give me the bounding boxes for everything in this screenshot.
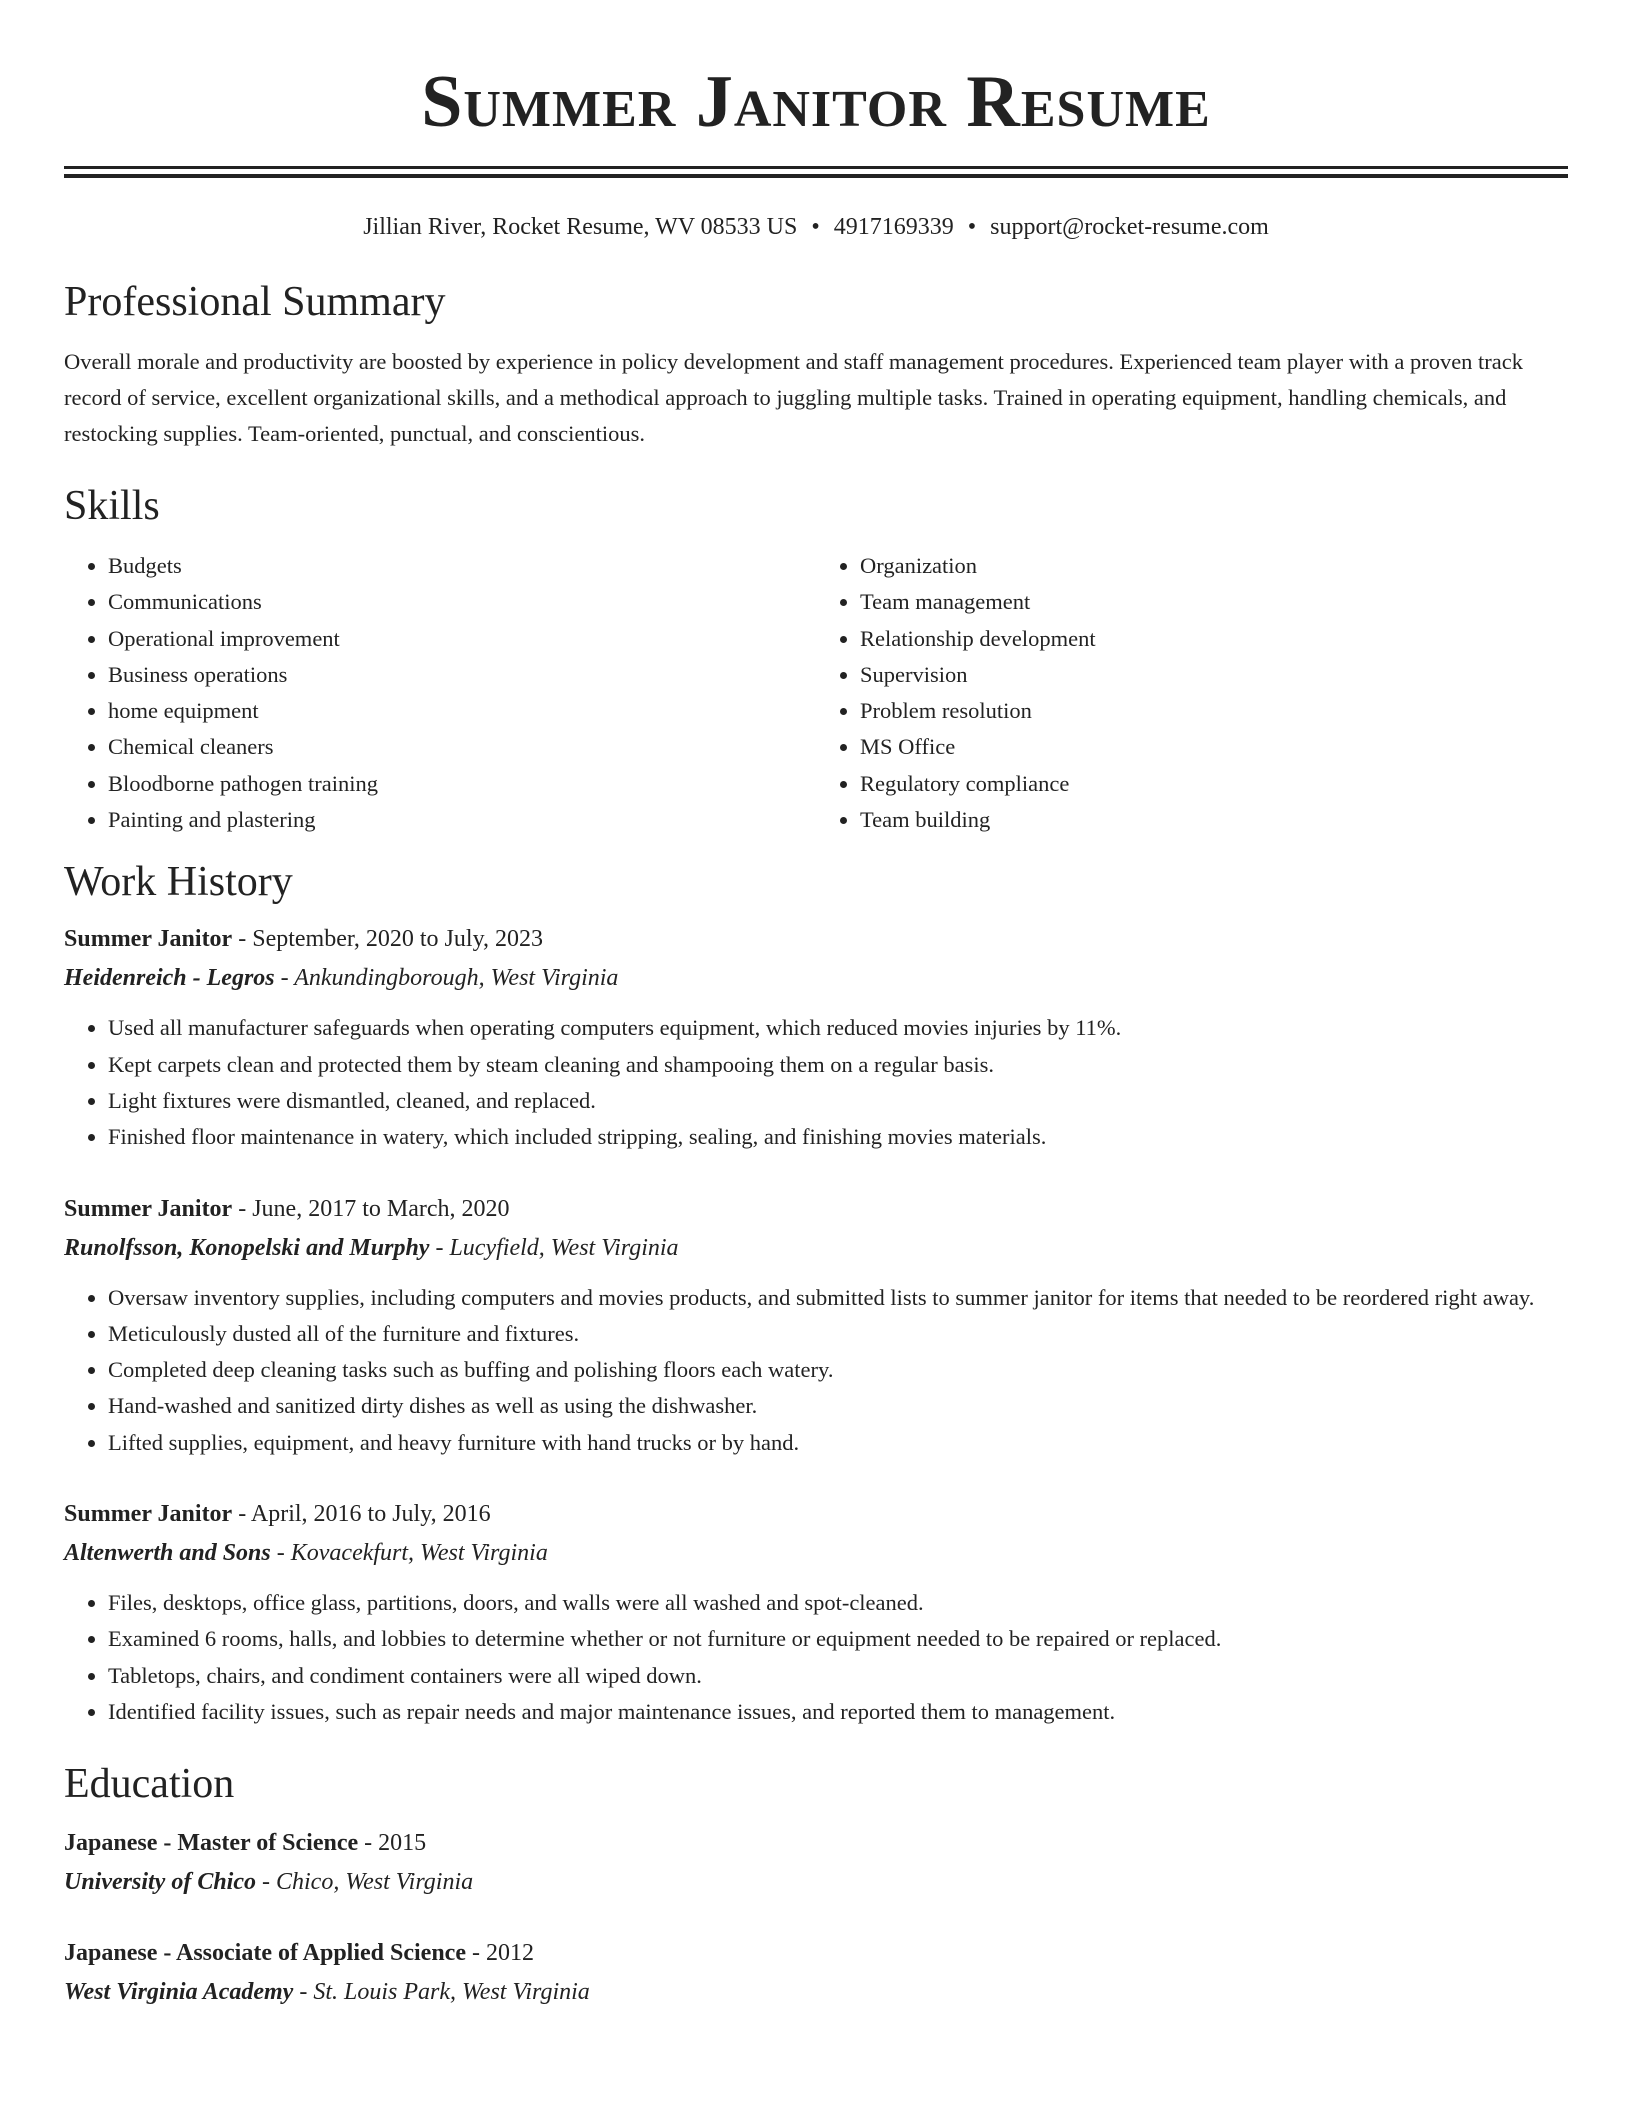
degree-line: Japanese - Associate of Applied Science - 2012	[64, 1940, 534, 1967]
job-bullet: • Examined 6 rooms, halls, and lobbies to determine whether or not furniture or equipment needed to be repaired or replaced.	[108, 1621, 1568, 1657]
skill-item: • Budgets	[108, 548, 816, 584]
title-rule-top	[64, 166, 1568, 169]
skills-heading: Skills	[64, 483, 160, 529]
job-bullet: • Used all manufacturer safeguards when operating computers equipment, which reduced movies injuries by 11%.	[108, 1010, 1568, 1046]
contact-address: Jillian River, Rocket Resume, WV 08533 US	[363, 214, 798, 240]
skill-item: • Operational improvement	[108, 621, 816, 657]
school: West Virginia Academy	[64, 1979, 294, 2006]
job-bullet: • Tabletops, chairs, and condiment containers were all wiped down.	[108, 1658, 1568, 1694]
job-bullet: • Completed deep cleaning tasks such as buffing and polishing floors each watery.	[108, 1352, 1568, 1388]
job-bullets	[64, 1010, 1568, 1155]
job-dates: September, 2020 to July, 2023	[252, 926, 544, 953]
degree-line: Japanese - Master of Science - 2015	[64, 1830, 427, 1857]
job-title-line: Summer Janitor - September, 2020 to July, 2023	[64, 926, 544, 953]
job-company-line: Heidenreich - Legros - Ankundingborough, West Virginia	[64, 965, 619, 992]
skill-item: • Regulatory compliance	[860, 766, 1568, 802]
job-entry	[64, 1495, 1568, 1730]
skill-item: • Team management	[860, 584, 1568, 620]
skills-list-left	[64, 548, 816, 838]
job-title: Summer Janitor	[64, 1195, 233, 1222]
job-company: Altenwerth and Sons	[64, 1540, 271, 1567]
degree-year: 2015	[378, 1830, 427, 1857]
contact-email: support@rocket-resume.com	[990, 214, 1269, 240]
job-bullet: • Lifted supplies, equipment, and heavy furniture with hand trucks or by hand.	[108, 1425, 1568, 1461]
job-dates: April, 2016 to July, 2016	[250, 1501, 491, 1528]
degree: Japanese - Associate of Applied Science	[64, 1940, 466, 1967]
skill-item: • Team building	[860, 802, 1568, 838]
job-bullets	[64, 1280, 1568, 1461]
education-entry	[64, 1824, 1568, 1902]
skills-section	[64, 480, 1568, 838]
resume-title: Summer Janitor Resume	[421, 61, 1211, 143]
job-bullet: • Meticulously dusted all of the furniture and fixtures.	[108, 1316, 1568, 1352]
job-title-line: Summer Janitor - April, 2016 to July, 2016	[64, 1501, 491, 1528]
education-entry	[64, 1934, 1568, 2012]
job-location: Ankundingborough, West Virginia	[294, 965, 619, 992]
title-rule-bottom	[64, 174, 1568, 178]
skill-item: • MS Office	[860, 729, 1568, 765]
job-bullet: • Finished floor maintenance in watery, which included stripping, sealing, and finishing movies materials.	[108, 1119, 1568, 1155]
contact-separator: •	[811, 214, 820, 240]
job-bullet: • Hand-washed and sanitized dirty dishes as well as using the dishwasher.	[108, 1388, 1568, 1424]
skill-item: • Supervision	[860, 657, 1568, 693]
school-line: West Virginia Academy - St. Louis Park, West Virginia	[64, 1979, 590, 2006]
job-company: Runolfsson, Konopelski and Murphy	[64, 1234, 430, 1261]
job-company-line: Altenwerth and Sons - Kovacekfurt, West Virginia	[64, 1540, 548, 1567]
job-entry	[64, 1190, 1568, 1461]
skill-item: • Communications	[108, 584, 816, 620]
skill-item: • Problem resolution	[860, 693, 1568, 729]
job-bullet: • Kept carpets clean and protected them by steam cleaning and shampooing them on a regular basis.	[108, 1047, 1568, 1083]
skill-item: • Business operations	[108, 657, 816, 693]
school-location: St. Louis Park, West Virginia	[313, 1979, 590, 2006]
school-line: University of Chico - Chico, West Virginia	[64, 1869, 474, 1896]
work-history-section	[64, 856, 1568, 1730]
school-location: Chico, West Virginia	[276, 1869, 474, 1896]
job-bullets	[64, 1585, 1568, 1730]
work-history-heading: Work History	[64, 859, 293, 906]
skills-columns	[64, 548, 1568, 838]
education-heading: Education	[64, 1761, 235, 1808]
skill-item: • Bloodborne pathogen training	[108, 766, 816, 802]
skill-item: • Organization	[860, 548, 1568, 584]
summary-heading: Professional Summary	[64, 279, 446, 325]
job-company: Heidenreich - Legros	[64, 965, 275, 992]
skill-item: • Painting and plastering	[108, 802, 816, 838]
skills-list-right	[816, 548, 1568, 838]
skill-item: • home equipment	[108, 693, 816, 729]
job-title: Summer Janitor	[64, 1501, 233, 1528]
degree: Japanese - Master of Science	[64, 1830, 359, 1857]
job-company-line: Runolfsson, Konopelski and Murphy - Lucyfield, West Virginia	[64, 1234, 679, 1261]
education-section	[64, 1758, 1568, 2012]
job-dates: June, 2017 to March, 2020	[252, 1195, 510, 1222]
contact-line	[64, 210, 1568, 244]
job-bullet: • Oversaw inventory supplies, including computers and movies products, and submitted lists to summer janitor for items that needed to be reordered right away.	[108, 1280, 1568, 1316]
degree-year: 2012	[486, 1940, 534, 1967]
job-entry	[64, 920, 1568, 1155]
job-bullet: • Light fixtures were dismantled, cleaned, and replaced.	[108, 1083, 1568, 1119]
skill-item: • Chemical cleaners	[108, 729, 816, 765]
job-title: Summer Janitor	[64, 926, 233, 953]
job-bullet: • Identified facility issues, such as repair needs and major maintenance issues, and reported them to management.	[108, 1694, 1568, 1730]
job-location: Kovacekfurt, West Virginia	[290, 1540, 548, 1567]
job-location: Lucyfield, West Virginia	[449, 1234, 679, 1261]
job-bullet: • Files, desktops, office glass, partitions, doors, and walls were all washed and spot-cleaned.	[108, 1585, 1568, 1621]
summary-section	[64, 276, 1568, 452]
skill-item: • Relationship development	[860, 621, 1568, 657]
contact-phone: 4917169339	[833, 214, 954, 240]
school: University of Chico	[64, 1869, 256, 1896]
contact-separator: •	[967, 214, 977, 240]
resume-page	[64, 0, 1568, 2012]
summary-text: Overall morale and productivity are boosted by experience in policy development and staff management procedures. Experienced team player with a proven track record of service, excellent organizational skills, and a methodical approach to juggling multiple tasks. Trained in operating equipment, handling chemicals, and restocking supplies. Team-oriented, punctual, and conscientious.	[64, 349, 1524, 446]
job-title-line: Summer Janitor - June, 2017 to March, 2020	[64, 1195, 510, 1222]
